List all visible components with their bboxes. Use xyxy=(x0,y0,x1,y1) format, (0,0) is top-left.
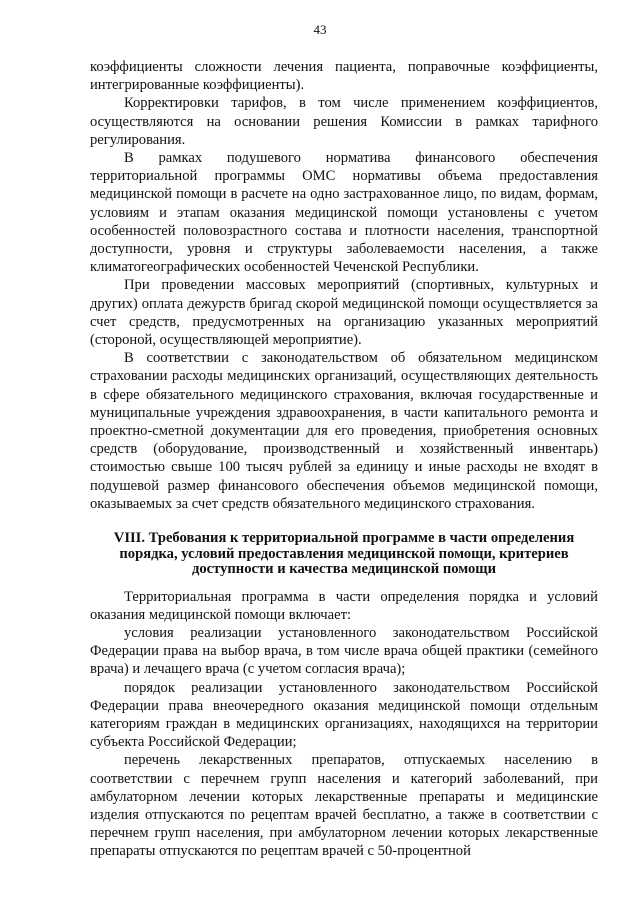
paragraph-coefficients-continuation: коэффициенты сложности лечения пациента, поправочные коэффициенты, интегрированные коэффициенты). xyxy=(90,59,598,94)
page-body xyxy=(90,58,598,861)
paragraph-tariff-adjustments: Корректировки тарифов, в том числе применением коэффициентов, осуществляются на основании решения Комиссии в рамках тарифного регулирования. xyxy=(90,95,598,148)
paragraph-mass-events: При проведении массовых мероприятий (спортивных, культурных и других) оплата дежурств бригад скорой медицинской помощи осуществляется за счет средств, предусмотренных на организацию указанных мероприятий (стороной, осуществляющей мероприятие). xyxy=(90,277,598,349)
paragraph-drug-list: перечень лекарственных препаратов, отпускаемых населению в соответствии с перечнем групп населения и категорий заболеваний, при амбулаторном лечении которых лекарственные препараты и медицинские изделия отпускаются по рецептам врачей бесплатно, а также в соответствии с перечнем групп населения, при амбулаторном лечении которых лекарственные препараты отпускаются по рецептам врачей с 50-процентной xyxy=(90,752,598,860)
paragraph-choice-of-doctor: условия реализации установленного законодательством Российской Федерации права на выбор врача, в том числе врача общей практики (семейного врача) и лечащего врача (с учетом согласия врача); xyxy=(90,624,598,678)
section-heading-line-1: VIII. Требования к территориальной программе в части определения xyxy=(113,530,575,547)
section-heading-viii xyxy=(90,531,598,578)
page-number: 43 xyxy=(313,22,327,37)
paragraph-program-includes: Территориальная программа в части определения порядка и условий оказания медицинской помощи включает: xyxy=(90,588,598,623)
paragraph-per-capita-standard: В рамках подушевого норматива финансового обеспечения территориальной программы ОМС нормативы объема предоставления медицинской помощи в расчете на одно застрахованное лицо, по видам, формам, условиям и этапам оказания медицинской помощи установлены с учетом особенностей половозрастного состава и плотности населения, транспортной доступности, уровня и структуры заболеваемости населения, а также климатогеографических особенностей Чеченской Республики. xyxy=(90,150,598,276)
paragraph-priority-care: порядок реализации установленного законодательством Российской Федерации права внеочередного оказания медицинской помощи отдельным категориям граждан в медицинских организациях, находящихся на территории субъекта Российской Федерации; xyxy=(90,679,598,751)
section-heading-line-2: порядка, условий предоставления медицинской помощи, критериев xyxy=(119,545,569,562)
section-heading-line-3: доступности и качества медицинской помощи xyxy=(191,561,497,578)
paragraph-capital-expenses: В соответствии с законодательством об обязательном медицинском страховании расходы медицинских организаций, осуществляющих деятельность в сфере обязательного медицинского страхования, включая государственные и муниципальные учреждения здравоохранения, в части капитального ремонта и проектно-сметной документации для его проведения, приобретения основных средств (оборудование, производственный и хозяйственный инвентарь) стоимостью свыше 100 тысяч рублей за единицу и иные расходы не входят в подушевой размер финансового обеспечения объемов медицинской помощи, оказываемых за счет средств обязательного медицинского страхования. xyxy=(90,350,598,512)
